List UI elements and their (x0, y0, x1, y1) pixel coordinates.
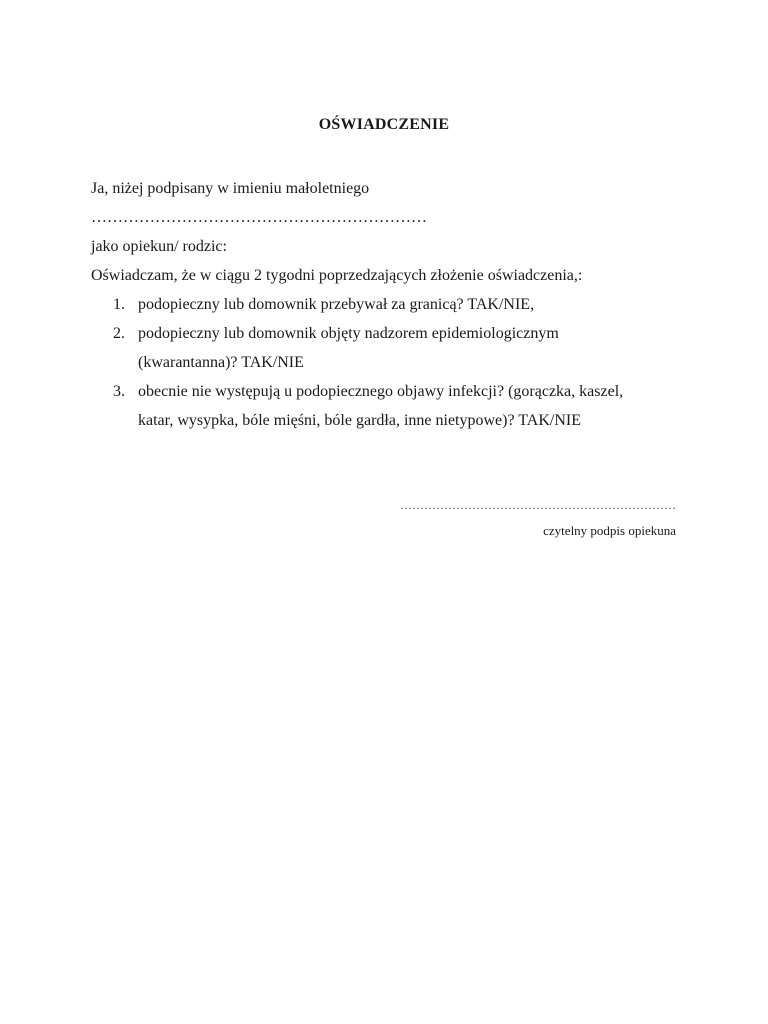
declaration-line: Oświadczam, że w ciągu 2 tygodni poprzedzających złożenie oświadczenia,: (91, 267, 583, 284)
question-text: podopieczny lub domownik objęty nadzorem epidemiologicznym (kwarantanna)? TAK/NIE (138, 325, 559, 371)
document-body (91, 174, 691, 435)
questions-list (91, 290, 691, 435)
question-item (91, 319, 658, 377)
question-item (91, 290, 658, 319)
signature-line: …………………………………………………………… (400, 498, 676, 512)
question-number: 3. (113, 383, 125, 400)
question-item (91, 377, 658, 435)
question-number: 1. (113, 296, 125, 313)
document-title: OŚWIADCZENIE (318, 116, 450, 133)
name-field-dots: ……………………………………………………… (91, 209, 427, 226)
guardian-line: jako opiekun/ rodzic: (91, 238, 227, 255)
question-text: podopieczny lub domownik przebywał za granicą? TAK/NIE, (138, 296, 535, 313)
intro-line: Ja, niżej podpisany w imieniu małoletniego (91, 180, 370, 197)
signature-label: czytelny podpis opiekuna (543, 523, 676, 538)
question-number: 2. (113, 325, 125, 342)
question-text: obecnie nie występują u podopiecznego objawy infekcji? (gorączka, kaszel, katar, wysypka, bóle mięśni, bóle gardła, inne nietypowe)? TAK/NIE (138, 383, 624, 429)
